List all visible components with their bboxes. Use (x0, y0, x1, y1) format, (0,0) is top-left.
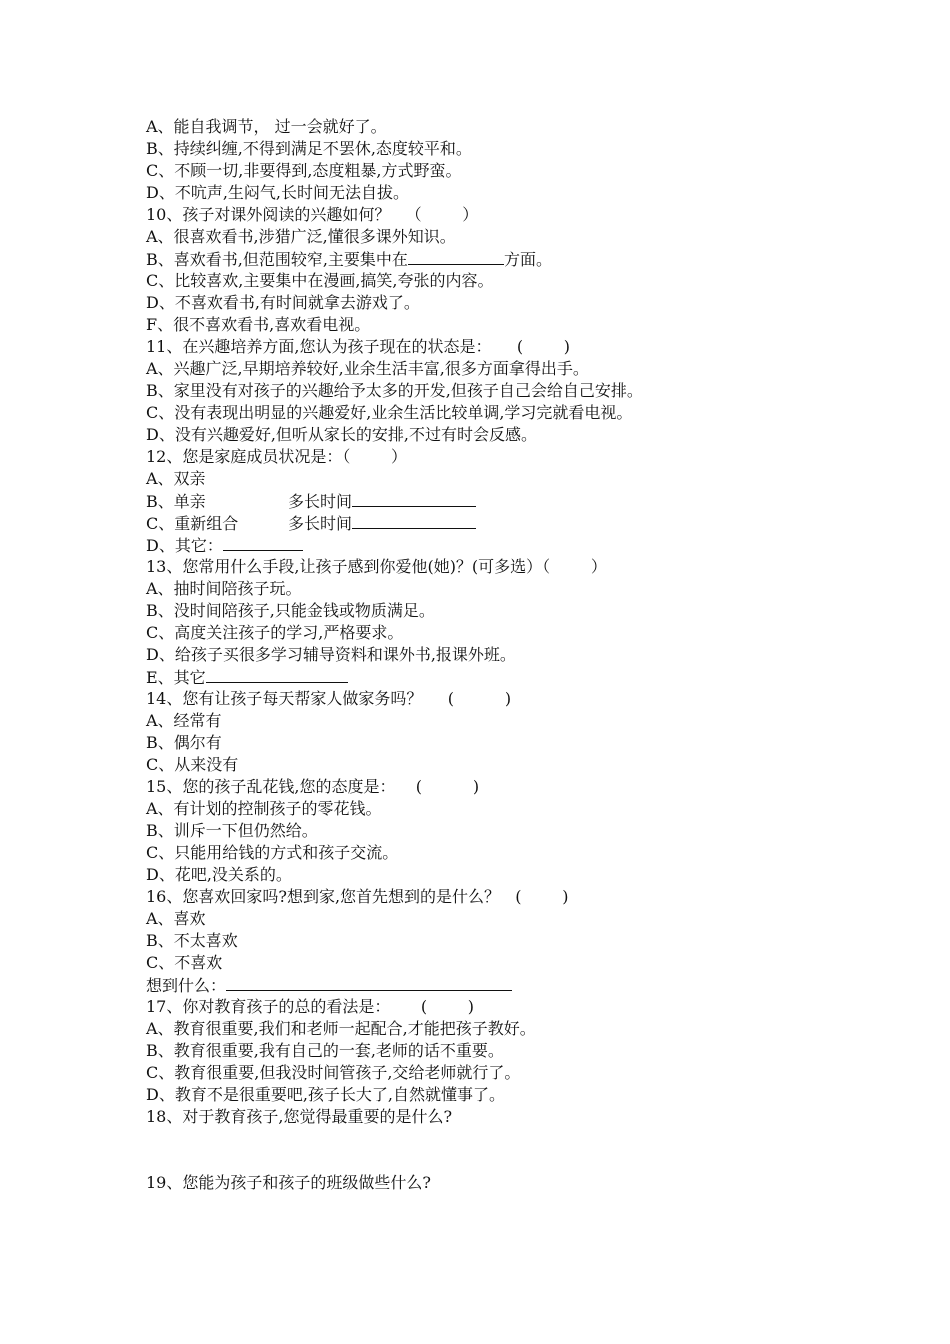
q10-option-f: F、很不喜欢看书,喜欢看电视。 (146, 315, 371, 334)
q18-answer-space[interactable] (146, 1128, 906, 1172)
q13-option-d: D、给孩子买很多学习辅导资料和课外书,报课外班。 (146, 645, 516, 664)
q13-option-a: A、抽时间陪孩子玩。 (146, 579, 302, 598)
q13-option-c: C、高度关注孩子的学习,严格要求。 (146, 623, 404, 642)
q12-option-c-blank[interactable] (352, 512, 476, 529)
q10-option-c: C、比较喜欢,主要集中在漫画,搞笑,夸张的内容。 (146, 271, 494, 290)
q16-think (146, 974, 906, 996)
q10-option-a: A、很喜欢看书,涉猎广泛,懂很多课外知识。 (146, 227, 456, 246)
q13-option-e (146, 666, 906, 688)
q17-option-a: A、教育很重要,我们和老师一起配合,才能把孩子教好。 (146, 1019, 536, 1038)
q12-option-b (146, 490, 906, 512)
q10-option-b-text: B、喜欢看书,但范围较窄,主要集中在 (146, 250, 408, 269)
q11-option-b: B、家里没有对孩子的兴趣给予太多的开发,但孩子自己会给自己安排。 (146, 381, 643, 400)
q12-option-c-label: C、重新组合 (146, 514, 239, 533)
q10-option-d: D、不喜欢看书,有时间就拿去游戏了。 (146, 293, 420, 312)
q16-think-label: 想到什么： (146, 976, 227, 995)
q12-option-d-label: D、其它： (146, 536, 223, 555)
questionnaire-body (146, 116, 906, 1194)
q15-question: 15、您的孩子乱花钱,您的态度是： ( ) (146, 777, 480, 796)
q9-option-b: B、持续纠缠,不得到满足不罢休,态度较平和。 (146, 139, 472, 158)
q12-option-c-time-label: 多长时间 (288, 514, 353, 533)
q9-option-a: A、能自我调节， 过一会就好了。 (146, 117, 387, 136)
q16-think-blank[interactable] (226, 974, 512, 991)
q9-option-d: D、不吭声,生闷气,长时间无法自拔。 (146, 183, 410, 202)
q14-option-a: A、经常有 (146, 711, 222, 730)
q12-option-c (146, 512, 906, 534)
q16-option-a: A、喜欢 (146, 909, 206, 928)
q17-option-d: D、教育不是很重要吧,孩子长大了,自然就懂事了。 (146, 1085, 506, 1104)
q14-option-c: C、从来没有 (146, 755, 239, 774)
q10-option-b-suffix: 方面。 (503, 250, 552, 269)
q13-option-e-blank[interactable] (206, 666, 348, 683)
q11-option-d: D、没有兴趣爱好,但听从家长的安排,不过有时会反感。 (146, 425, 538, 444)
q12-option-a: A、双亲 (146, 469, 206, 488)
q15-option-c: C、只能用给钱的方式和孩子交流。 (146, 843, 399, 862)
q12-option-d (146, 534, 906, 556)
q16-question: 16、您喜欢回家吗?想到家,您首先想到的是什么？ ( ) (146, 887, 569, 906)
q12-option-d-blank[interactable] (223, 534, 303, 551)
q16-option-c: C、不喜欢 (146, 953, 223, 972)
q17-option-c: C、教育很重要,但我没时间管孩子,交给老师就行了。 (146, 1063, 521, 1082)
q11-question: 11、在兴趣培养方面,您认为孩子现在的状态是： ( ) (146, 337, 571, 356)
q12-option-b-time-label: 多长时间 (288, 492, 353, 511)
q11-option-a: A、兴趣广泛,早期培养较好,业余生活丰富,很多方面拿得出手。 (146, 359, 589, 378)
q18-question: 18、对于教育孩子,您觉得最重要的是什么? (146, 1107, 453, 1126)
q10-fill-blank[interactable] (408, 248, 504, 265)
q14-question: 14、您有让孩子每天帮家人做家务吗？ ( ) (146, 689, 512, 708)
q16-option-b: B、不太喜欢 (146, 931, 238, 950)
q10-question: 10、孩子对课外阅读的兴趣如何？ （ ） (146, 205, 479, 224)
q11-option-c: C、没有表现出明显的兴趣爱好,业余生活比较单调,学习完就看电视。 (146, 403, 633, 422)
q15-option-a: A、有计划的控制孩子的零花钱。 (146, 799, 382, 818)
q12-option-b-blank[interactable] (352, 490, 476, 507)
q17-question: 17、你对教育孩子的总的看法是： ( ) (146, 997, 475, 1016)
q9-option-c: C、不顾一切,非要得到,态度粗暴,方式野蛮。 (146, 161, 462, 180)
q17-option-b: B、教育很重要,我有自己的一套,老师的话不重要。 (146, 1041, 504, 1060)
q19-question: 19、您能为孩子和孩子的班级做些什么? (146, 1173, 431, 1192)
q13-option-e-label: E、其它 (146, 668, 206, 687)
q13-question: 13、您常用什么手段,让孩子感到你爱他(她)？(可多选）（ ） (146, 557, 607, 576)
q15-option-b: B、训斥一下但仍然给。 (146, 821, 318, 840)
q15-option-d: D、花吧,没关系的。 (146, 865, 292, 884)
q10-option-b (146, 248, 906, 270)
q14-option-b: B、偶尔有 (146, 733, 222, 752)
q12-option-b-label: B、单亲 (146, 492, 206, 511)
q12-question: 12、您是家庭成员状况是：（ ） (146, 447, 408, 466)
q13-option-b: B、没时间陪孩子,只能金钱或物质满足。 (146, 601, 435, 620)
